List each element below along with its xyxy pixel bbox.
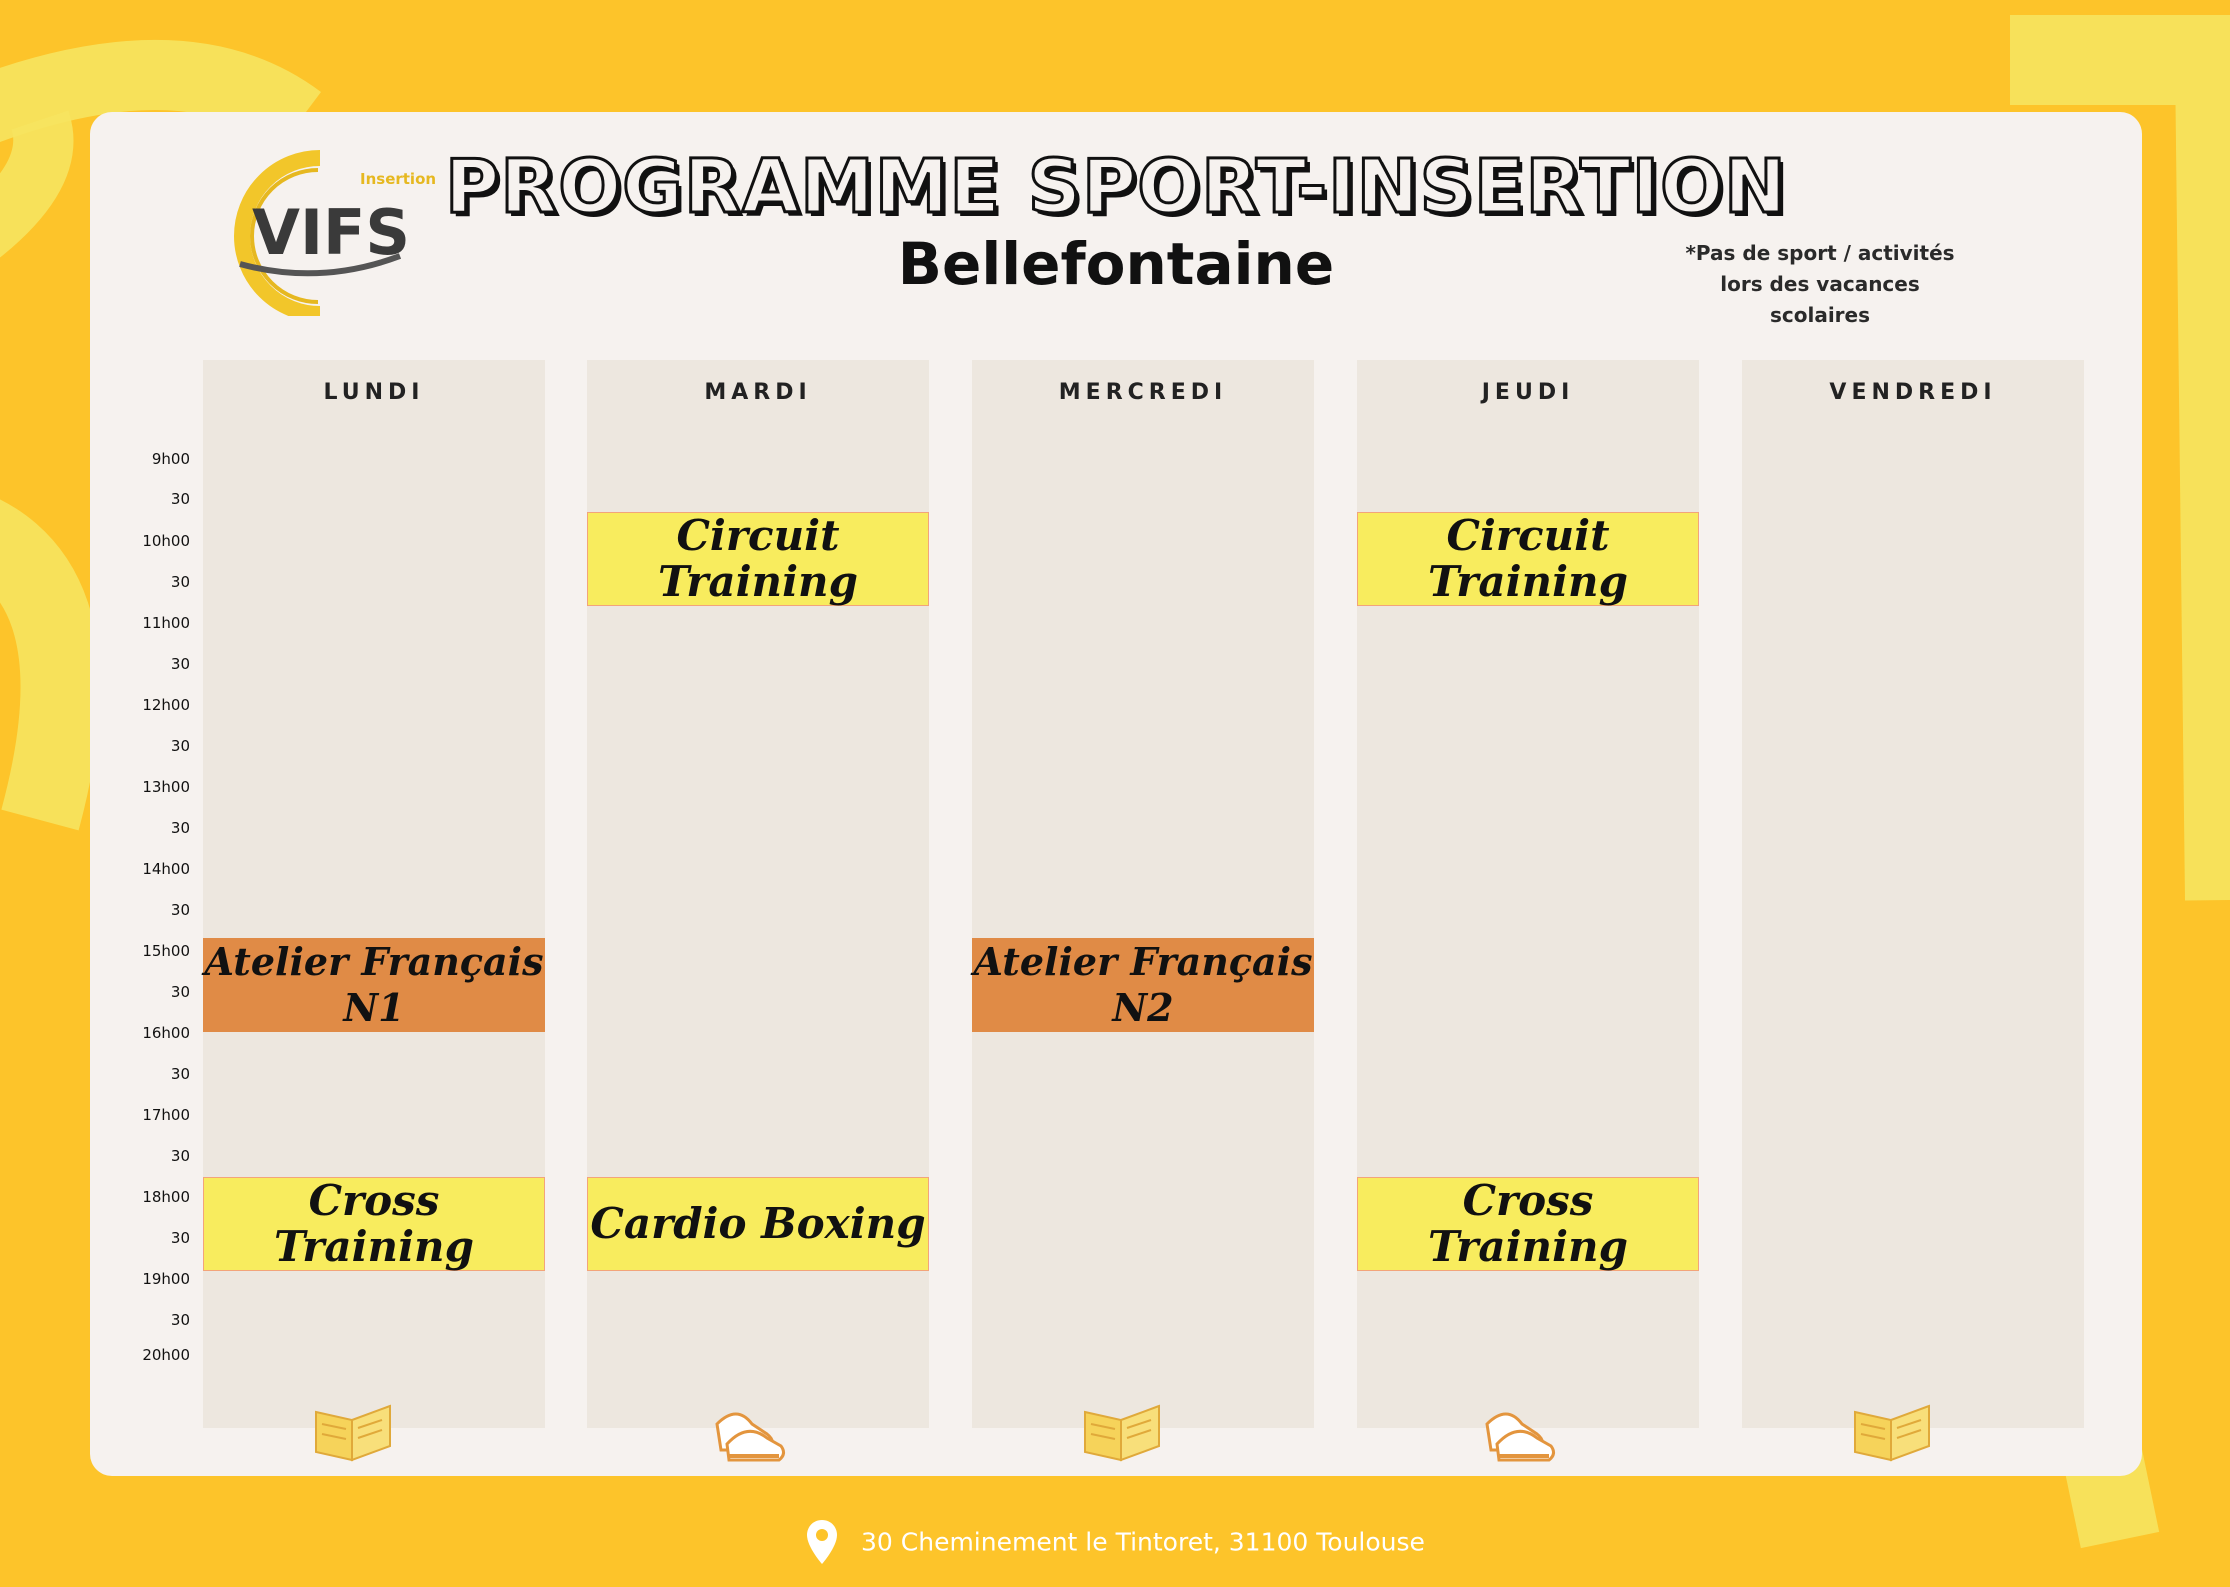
time-label: 30 [170,490,190,508]
time-label: 20h00 [142,1346,190,1364]
location-pin-icon [805,1518,839,1566]
day-header-mardi: MARDI [704,380,812,405]
location-subtitle: Bellefontaine [897,230,1335,298]
day-header-vendredi: VENDREDI [1829,380,1997,405]
schedule-card [90,112,2142,1476]
event-cross-training-lundi: Cross Training [203,1177,545,1271]
day-column-vendredi [1742,360,2084,1428]
time-label: 30 [170,1229,190,1247]
day-header-jeudi: JEUDI [1481,380,1575,405]
footer-address [0,1518,2230,1566]
time-label: 30 [170,573,190,591]
svg-text:Insertion: Insertion [360,170,437,188]
holiday-note-line-2: lors des vacances scolaires [1720,272,1920,327]
event-circuit-training-jeudi: Circuit Training [1357,512,1699,606]
book-icon [1077,1394,1167,1464]
time-label: 9h00 [151,450,190,468]
svg-text:VIFS: VIFS [252,196,411,269]
day-header-mercredi: MERCREDI [1058,380,1228,405]
time-label: 12h00 [142,696,190,714]
time-label: 14h00 [142,860,190,878]
page-title: PROGRAMME SPORT-INSERTION [445,144,1787,230]
event-circuit-training-mardi: Circuit Training [587,512,929,606]
book-icon [308,1394,398,1464]
address-text: 30 Cheminement le Tintoret, 31100 Toulouse [861,1527,1425,1557]
time-label: 30 [170,983,190,1001]
time-label: 30 [170,819,190,837]
time-label: 13h00 [142,778,190,796]
book-icon [1847,1394,1937,1464]
event-atelier-francais-n1: Atelier Français N1 [204,939,544,1030]
day-column-jeudi [1357,360,1699,1428]
sneakers-icon [1477,1394,1567,1464]
day-header-lundi: LUNDI [323,380,425,405]
time-label: 11h00 [142,614,190,632]
day-column-mercredi [972,360,1314,1428]
event-cardio-boxing: Cardio Boxing [587,1177,929,1271]
time-label: 16h00 [142,1024,190,1042]
time-label: 30 [170,901,190,919]
time-label: 30 [170,1147,190,1165]
time-label: 30 [170,655,190,673]
day-column-mardi [587,360,929,1428]
holiday-note [1670,238,1970,331]
time-label: 30 [170,1065,190,1083]
time-label: 17h00 [142,1106,190,1124]
time-label: 15h00 [142,942,190,960]
sneakers-icon [707,1394,797,1464]
event-atelier-francais-n2: Atelier Français N2 [973,939,1313,1030]
holiday-note-line-1: *Pas de sport / activités [1685,241,1955,265]
event-cross-training-jeudi: Cross Training [1357,1177,1699,1271]
time-label: 19h00 [142,1270,190,1288]
time-label: 30 [170,737,190,755]
time-label: 18h00 [142,1188,190,1206]
time-label: 30 [170,1311,190,1329]
day-column-lundi [203,360,545,1428]
time-label: 10h00 [142,532,190,550]
